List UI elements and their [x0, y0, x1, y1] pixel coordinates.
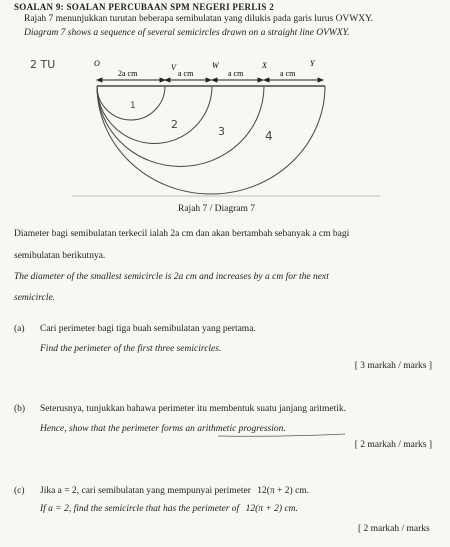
point-w: W [212, 61, 219, 70]
part-b-marks: [ 2 markah / marks ] [354, 440, 432, 450]
arc-number-3: 3 [218, 125, 225, 138]
part-c-english [40, 504, 298, 514]
part-c-malay-expression: 12(π + 2) cm. [257, 486, 310, 496]
point-x: X [262, 61, 267, 70]
segment-label-wx: a cm [228, 69, 244, 78]
arc-number-4: 4 [265, 129, 273, 143]
point-y: Y [310, 59, 315, 68]
part-a-malay: Cari perimeter bagi tiga buah semibulatan yang pertama. [40, 324, 256, 334]
part-c-malay-text: Jika a = 2, cari semibulatan yang mempunyai perimeter [40, 486, 251, 496]
description-malay-line2: semibulatan berikutnya. [14, 251, 106, 261]
point-o: O [94, 59, 100, 68]
arc-number-1: 1 [130, 101, 136, 111]
part-b-label: (b) [14, 404, 26, 414]
segment-label-xy: a cm [280, 69, 296, 78]
part-a-label: (a) [14, 324, 25, 334]
intro-english: Diagram 7 shows a sequence of several semicircles drawn on a straight line OVWXY. [24, 28, 350, 38]
segment-label-ov: 2a cm [118, 69, 138, 78]
semicircle-3 [97, 86, 264, 166]
part-c-label: (c) [14, 486, 25, 496]
handwritten-note: 2 TU [30, 58, 56, 71]
part-c-english-text: If a = 2, find the semicircle that has the perimeter of [40, 504, 240, 514]
part-c-marks: [ 2 markah / marks [358, 524, 430, 534]
part-a-marks: [ 3 markah / marks ] [354, 361, 432, 371]
description-english-line1: The diameter of the smallest semicircle is 2a cm and increases by a cm for the next [14, 272, 329, 282]
question-title: SOALAN 9: SOALAN PERCUBAAN SPM NEGERI PERLIS 2 [14, 2, 275, 12]
arc-number-2: 2 [171, 118, 178, 131]
diagram-caption: Rajah 7 / Diagram 7 [178, 204, 256, 214]
point-v: V [171, 63, 176, 72]
description-english-line2: semicircle. [14, 293, 56, 303]
part-c-malay [40, 486, 309, 496]
part-c-english-expression: 12(π + 2) cm. [245, 504, 298, 514]
measurement-arrows [97, 78, 323, 82]
semicircle-diagram [0, 0, 450, 230]
description-malay-line1: Diameter bagi semibulatan terkecil ialah 2a cm dan akan bertambah sebanyak a cm bagi [14, 229, 350, 239]
segment-label-vw: a cm [178, 69, 194, 78]
part-a-english: Find the perimeter of the first three semicircles. [40, 344, 222, 354]
part-b-malay: Seterusnya, tunjukkan bahawa perimeter itu membentuk suatu janjang aritmetik. [40, 404, 347, 414]
part-b-english: Hence, show that the perimeter forms an arithmetic progression. [40, 424, 286, 434]
intro-malay: Rajah 7 menunjukkan turutan beberapa semibulatan yang dilukis pada garis lurus OVWXY. [24, 14, 374, 24]
